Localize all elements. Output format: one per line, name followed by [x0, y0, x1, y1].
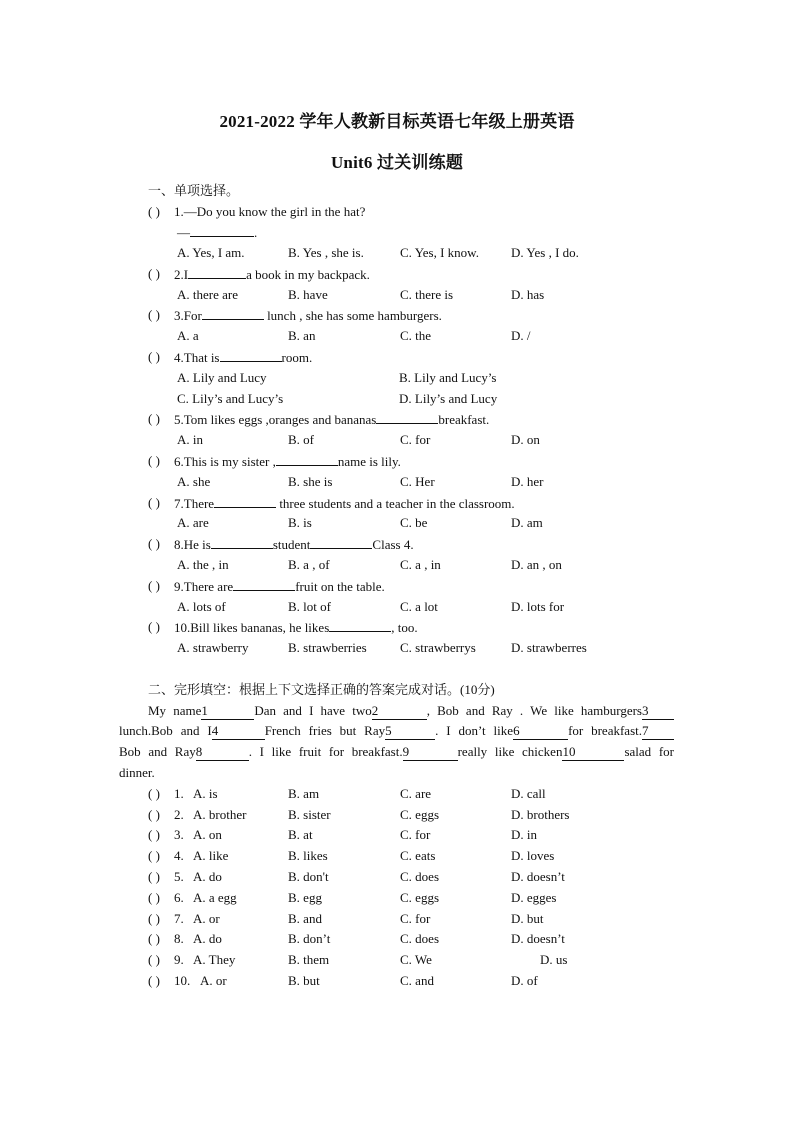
answer-paren[interactable]: ( ) [148, 349, 160, 364]
option-a: A. on [193, 827, 222, 842]
option-b: B. is [288, 515, 312, 530]
option-d: D. Lily’s and Lucy [399, 391, 498, 406]
option-a: A. Yes, I am. [177, 245, 245, 260]
passage-line: My name1 Dan and I have two2 , Bob and Ray . We like hamburgers3 [148, 703, 674, 720]
passage-line: dinner. [119, 765, 155, 780]
option-b: B. and [288, 911, 322, 926]
question-stem: 7.There three students and a teacher in the classroom. [174, 496, 515, 511]
passage-line: lunch.Bob and I4 French fries but Ray5 . I don’t like6 for breakfast.7 [119, 723, 674, 740]
option-b: B. sister [288, 807, 331, 822]
option-b: B. at [288, 827, 313, 842]
option-c: C. for [400, 827, 431, 842]
answer-paren[interactable]: ( ) [148, 848, 160, 863]
option-c: C. and [400, 973, 434, 988]
cloze-num: 3. [174, 827, 184, 842]
option-a: A. a egg [193, 890, 237, 905]
option-d: D. has [511, 287, 545, 302]
cloze-num: 7. [174, 911, 184, 926]
cloze-num: 6. [174, 890, 184, 905]
cloze-num: 2. [174, 807, 184, 822]
option-b: B. Yes , she is. [288, 245, 364, 260]
cloze-num: 10. [174, 973, 191, 988]
option-c: C. We [400, 952, 432, 967]
option-d: D. call [511, 786, 546, 801]
option-a: A. in [177, 432, 203, 447]
question-stem: 3.For lunch , she has some hamburgers. [174, 308, 442, 323]
question-stem: 2.I a book in my backpack. [174, 267, 370, 282]
question-stem: 1.—Do you know the girl in the hat? [174, 204, 366, 219]
option-b: B. lot of [288, 599, 331, 614]
option-d: D. in [511, 827, 537, 842]
option-b: B. don't [288, 869, 329, 884]
option-a: A. a [177, 328, 199, 343]
answer-paren[interactable]: ( ) [148, 911, 160, 926]
option-b: B. them [288, 952, 330, 967]
option-b: B. Lily and Lucy’s [399, 370, 497, 385]
section2-heading: 二、完形填空：根据上下文选择正确的答案完成对话。(10分) [148, 682, 495, 697]
option-c: C. Lily’s and Lucy’s [177, 391, 284, 406]
option-a: A. she [177, 474, 211, 489]
answer-paren[interactable]: ( ) [148, 411, 160, 426]
option-d: D. egges [511, 890, 557, 905]
option-a: A. do [193, 931, 222, 946]
option-b: B. don’t [288, 931, 331, 946]
question-stem: 10.Bill likes bananas, he likes , too. [174, 620, 418, 635]
option-d: D. us [540, 952, 568, 967]
option-c: C. for [400, 432, 431, 447]
option-c: C. strawberrys [400, 640, 476, 655]
question-stem: 5.Tom likes eggs ,oranges and bananas breakfast. [174, 412, 490, 427]
answer-paren[interactable]: ( ) [148, 952, 160, 967]
option-b: B. of [288, 432, 314, 447]
option-d: D. strawberres [511, 640, 587, 655]
answer-paren[interactable]: ( ) [148, 869, 160, 884]
option-c: C. the [400, 328, 432, 343]
answer-paren[interactable]: ( ) [148, 827, 160, 842]
option-c: C. Her [400, 474, 435, 489]
option-d: D. brothers [511, 807, 570, 822]
option-d: D. doesn’t [511, 931, 565, 946]
option-d: D. lots for [511, 599, 565, 614]
cloze-num: 1. [174, 786, 184, 801]
answer-paren[interactable]: ( ) [148, 807, 160, 822]
option-d: D. am [511, 515, 543, 530]
answer-paren[interactable]: ( ) [148, 266, 160, 281]
option-d: D. Yes , I do. [511, 245, 579, 260]
answer-paren[interactable]: ( ) [148, 890, 160, 905]
answer-paren[interactable]: ( ) [148, 536, 160, 551]
option-d: D. / [511, 328, 531, 343]
option-b: B. am [288, 786, 320, 801]
option-c: C. there is [400, 287, 454, 302]
option-a: A. is [193, 786, 218, 801]
option-b: B. she is [288, 474, 333, 489]
option-a: A. They [193, 952, 236, 967]
option-c: C. a lot [400, 599, 438, 614]
answer-paren[interactable]: ( ) [148, 931, 160, 946]
question-stem: 6.This is my sister , name is lily. [174, 454, 401, 469]
question-stem: 9.There are fruit on the table. [174, 579, 385, 594]
option-a: A. strawberry [177, 640, 249, 655]
option-a: A. like [193, 848, 229, 863]
option-b: B. egg [288, 890, 322, 905]
title-line-2: Unit6 过关训练题 [330, 153, 464, 172]
answer-paren[interactable]: ( ) [148, 495, 160, 510]
option-a: A. the , in [177, 557, 229, 572]
question-stem: 8.He is student Class 4. [174, 537, 414, 552]
option-c: C. eggs [400, 807, 439, 822]
section1-heading: 一、单项选择。 [148, 183, 240, 198]
answer-paren[interactable]: ( ) [148, 973, 160, 988]
answer-paren[interactable]: ( ) [148, 578, 160, 593]
option-c: C. does [400, 931, 439, 946]
option-a: A. do [193, 869, 222, 884]
option-a: A. are [177, 515, 209, 530]
option-c: C. a , in [400, 557, 441, 572]
option-c: C. eggs [400, 890, 439, 905]
question-stem-answer-line: — . [177, 225, 258, 240]
option-c: C. are [400, 786, 432, 801]
option-c: C. be [400, 515, 428, 530]
option-b: B. but [288, 973, 320, 988]
option-b: B. likes [288, 848, 328, 863]
cloze-num: 9. [174, 952, 184, 967]
answer-paren[interactable]: ( ) [148, 786, 160, 801]
option-b: B. strawberries [288, 640, 367, 655]
cloze-num: 5. [174, 869, 184, 884]
passage-line: Bob and Ray8 . I like fruit for breakfast.9 really like chicken10 salad for [119, 744, 674, 759]
option-b: B. an [288, 328, 316, 343]
option-a: A. or [200, 973, 227, 988]
option-d: D. of [511, 973, 538, 988]
answer-paren[interactable]: ( ) [148, 307, 160, 322]
option-a: A. there are [177, 287, 238, 302]
title-line-1: 2021-2022 学年人教新目标英语七年级上册英语 [219, 112, 575, 131]
option-b: B. a , of [288, 557, 330, 572]
answer-paren[interactable]: ( ) [148, 204, 160, 219]
option-d: D. on [511, 432, 540, 447]
option-d: D. her [511, 474, 544, 489]
answer-paren[interactable]: ( ) [148, 453, 160, 468]
option-c: C. Yes, I know. [400, 245, 479, 260]
option-d: D. doesn’t [511, 869, 565, 884]
option-a: A. brother [193, 807, 247, 822]
option-c: C. does [400, 869, 439, 884]
option-a: A. Lily and Lucy [177, 370, 267, 385]
option-a: A. or [193, 911, 220, 926]
question-stem: 4.That is room. [174, 350, 313, 365]
cloze-num: 4. [174, 848, 184, 863]
option-b: B. have [288, 287, 328, 302]
cloze-num: 8. [174, 931, 184, 946]
answer-paren[interactable]: ( ) [148, 619, 160, 634]
option-d: D. but [511, 911, 544, 926]
option-d: D. loves [511, 848, 555, 863]
option-a: A. lots of [177, 599, 226, 614]
option-d: D. an , on [511, 557, 562, 572]
option-c: C. for [400, 911, 431, 926]
option-c: C. eats [400, 848, 436, 863]
